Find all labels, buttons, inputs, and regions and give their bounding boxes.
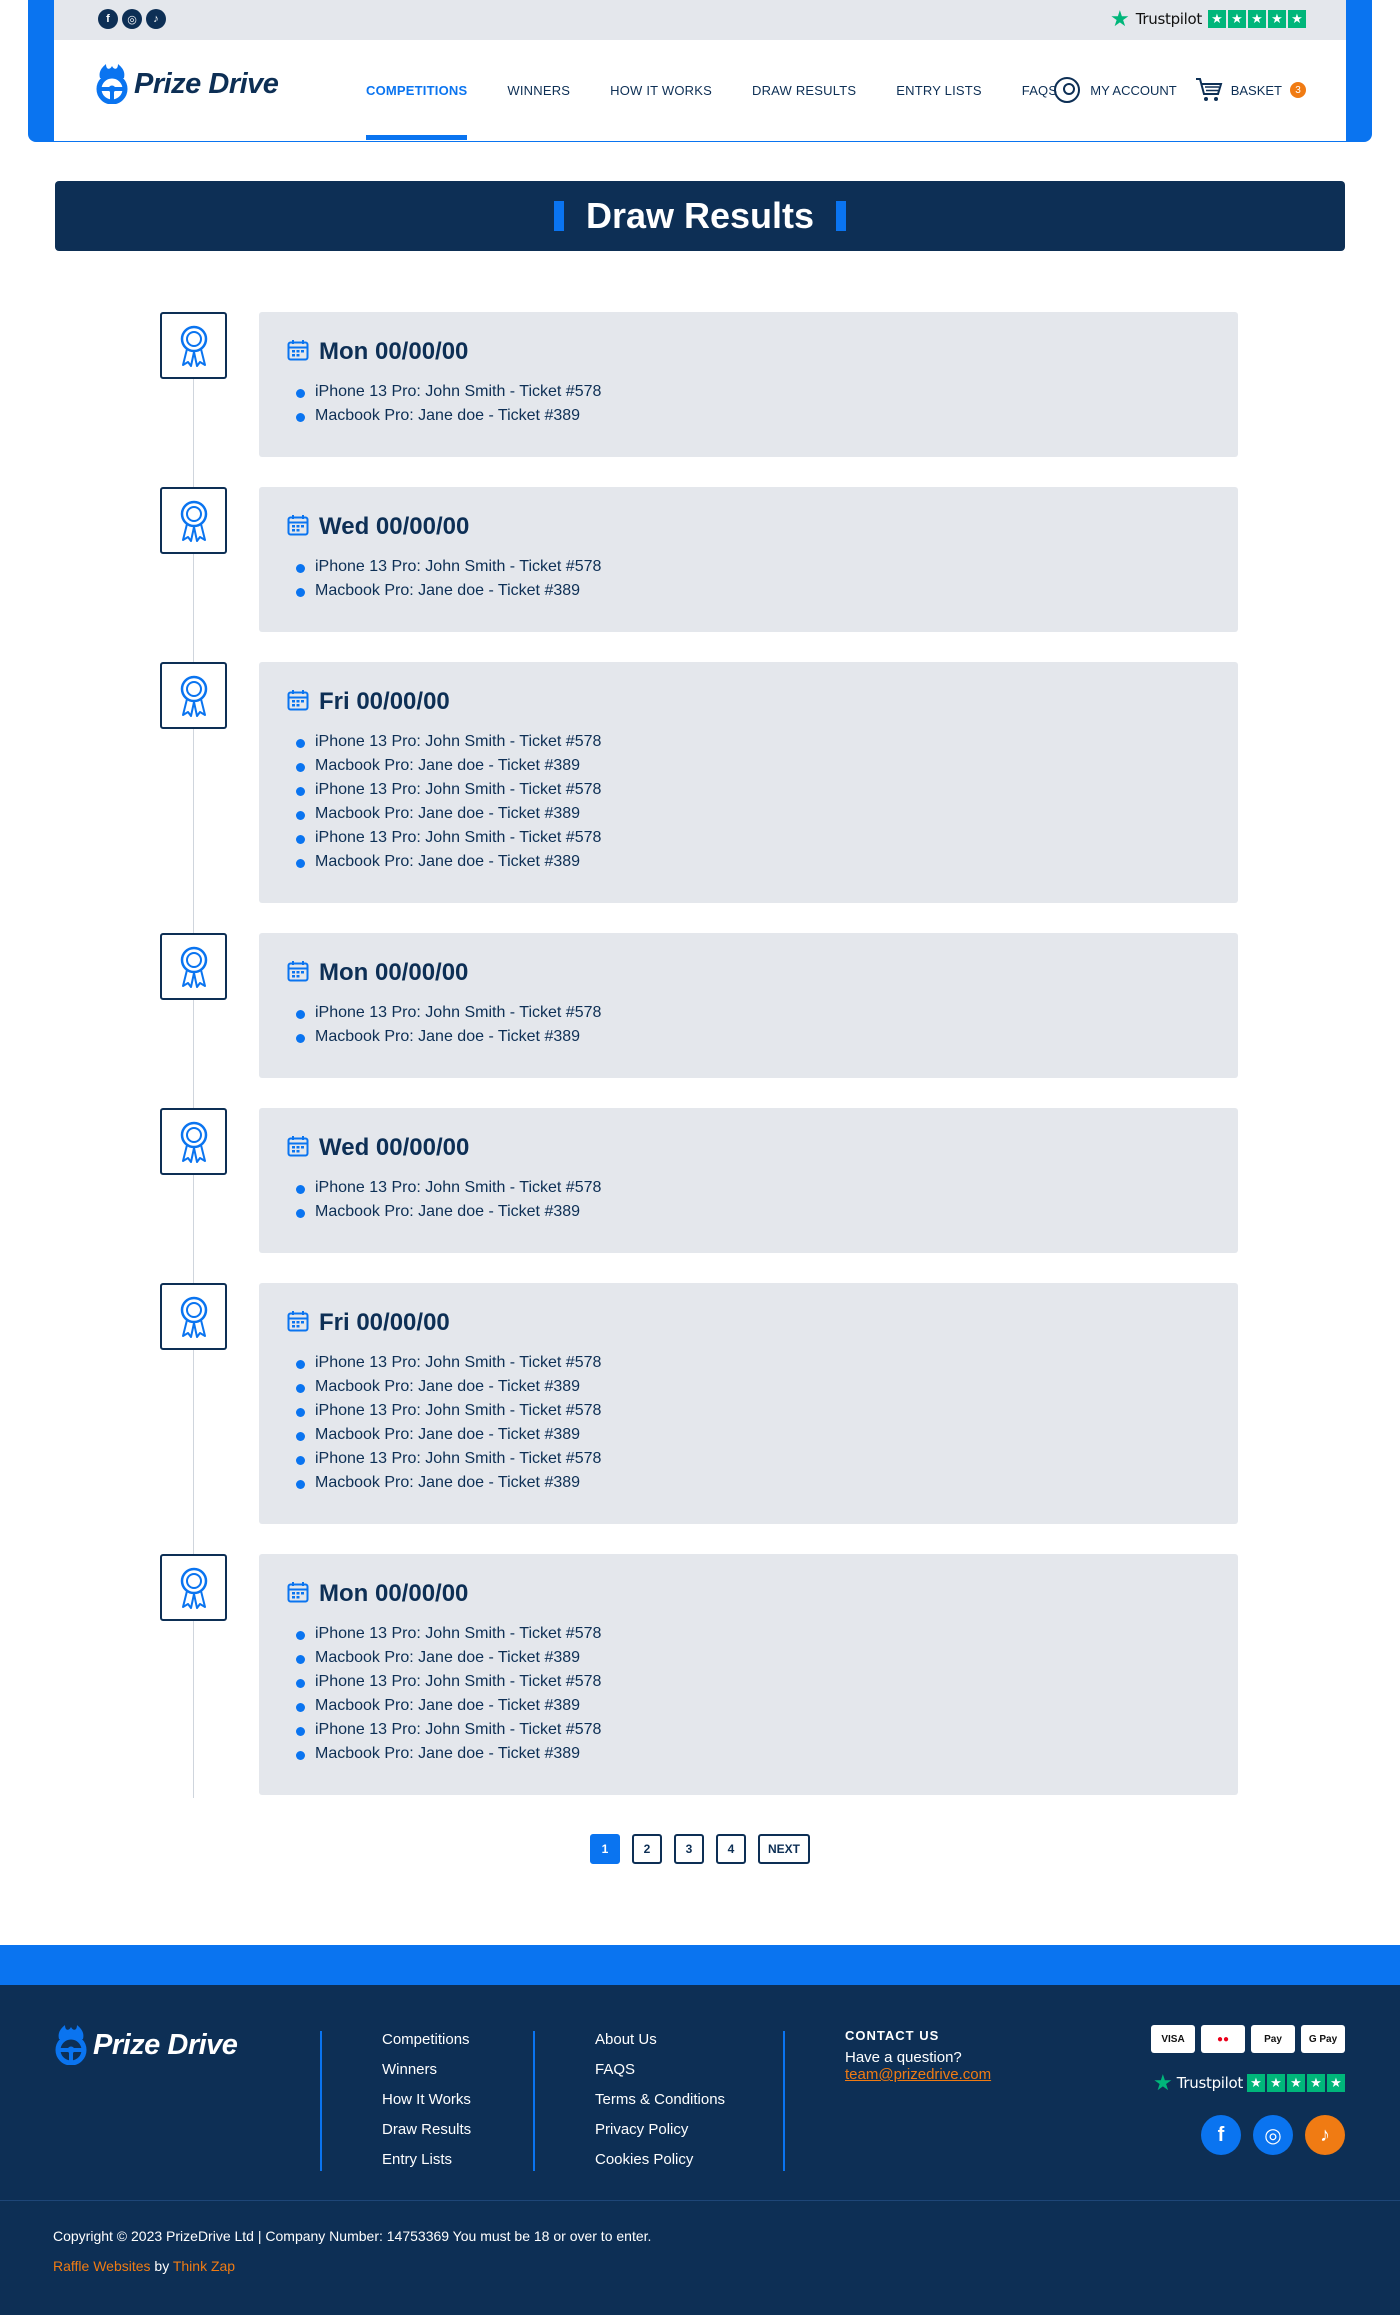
star-icon: ★ xyxy=(1267,2074,1285,2092)
draw-result-card xyxy=(259,312,1238,457)
copyright-text: Copyright © 2023 PrizeDrive Ltd | Company Number: 14753369 You must be 18 or over to enter. xyxy=(53,2228,652,2244)
calendar-icon xyxy=(287,514,309,541)
footer-divider xyxy=(533,2031,535,2171)
draw-date-header xyxy=(287,1580,1210,1608)
footer-link-how-it-works[interactable]: How It Works xyxy=(382,2091,471,2108)
site-logo[interactable] xyxy=(94,64,278,104)
footer-divider xyxy=(783,2031,785,2171)
winner-item: iPhone 13 Pro: John Smith - Ticket #578 xyxy=(295,1399,1210,1423)
winners-list xyxy=(287,555,1210,603)
winner-item: iPhone 13 Pro: John Smith - Ticket #578 xyxy=(295,1001,1210,1025)
draw-result-card xyxy=(259,1554,1238,1795)
award-ribbon-icon xyxy=(160,1554,227,1621)
star-icon: ★ xyxy=(1268,10,1286,28)
trustpilot-star-icon: ★ xyxy=(1110,6,1130,31)
winners-list xyxy=(287,1001,1210,1049)
credit-company-link[interactable]: Think Zap xyxy=(172,2258,236,2274)
draw-date: Fri 00/00/00 xyxy=(319,688,450,715)
nav-item-winners[interactable]: WINNERS xyxy=(507,82,571,98)
winner-item: Macbook Pro: Jane doe - Ticket #389 xyxy=(295,754,1210,778)
calendar-icon xyxy=(287,339,309,366)
footer-link-privacy[interactable]: Privacy Policy xyxy=(595,2121,689,2138)
footer-link-draw-results[interactable]: Draw Results xyxy=(382,2121,472,2138)
draw-result-card xyxy=(259,1108,1238,1253)
calendar-icon xyxy=(287,960,309,987)
main-navbar xyxy=(54,40,1346,140)
award-ribbon-icon xyxy=(160,662,227,729)
instagram-icon[interactable]: ◎ xyxy=(122,9,142,29)
winner-item: Macbook Pro: Jane doe - Ticket #389 xyxy=(295,1471,1210,1495)
page-1-button[interactable]: 1 xyxy=(590,1834,620,1864)
cart-icon xyxy=(1195,77,1223,103)
award-ribbon-icon xyxy=(160,1108,227,1175)
draw-date-header xyxy=(287,513,1210,541)
pagination xyxy=(0,1834,1400,1864)
footer-contact xyxy=(845,2028,991,2083)
winners-list xyxy=(287,1351,1210,1495)
facebook-icon[interactable]: f xyxy=(1201,2115,1241,2155)
winner-item: iPhone 13 Pro: John Smith - Ticket #578 xyxy=(295,826,1210,850)
winner-item: Macbook Pro: Jane doe - Ticket #389 xyxy=(295,1742,1210,1766)
next-page-button[interactable]: NEXT xyxy=(758,1834,810,1864)
page-4-button[interactable]: 4 xyxy=(716,1834,746,1864)
draw-date-header xyxy=(287,338,1210,366)
nav-menu xyxy=(346,40,1077,140)
award-ribbon-icon xyxy=(160,312,227,379)
star-icon: ★ xyxy=(1288,10,1306,28)
winner-item: iPhone 13 Pro: John Smith - Ticket #578 xyxy=(295,1447,1210,1471)
visa-icon: VISA xyxy=(1151,2025,1195,2053)
award-ribbon-icon xyxy=(160,487,227,554)
footer-links-col-1 xyxy=(382,2025,471,2175)
winner-item: Macbook Pro: Jane doe - Ticket #389 xyxy=(295,1200,1210,1224)
contact-question: Have a question? xyxy=(845,2049,962,2066)
credits xyxy=(53,2258,235,2274)
my-account-label: MY ACCOUNT xyxy=(1090,82,1177,98)
nav-item-how-it-works[interactable]: HOW IT WORKS xyxy=(610,82,712,98)
footer-separator xyxy=(0,2200,1400,2201)
winner-item: Macbook Pro: Jane doe - Ticket #389 xyxy=(295,404,1210,428)
instagram-icon[interactable]: ◎ xyxy=(1253,2115,1293,2155)
calendar-icon xyxy=(287,1135,309,1162)
winner-item: Macbook Pro: Jane doe - Ticket #389 xyxy=(295,1646,1210,1670)
draw-result-card xyxy=(259,662,1238,903)
footer-trustpilot-rating[interactable] xyxy=(1153,2070,1345,2095)
winner-item: iPhone 13 Pro: John Smith - Ticket #578 xyxy=(295,1351,1210,1375)
draw-date: Wed 00/00/00 xyxy=(319,1134,470,1161)
page-title-banner xyxy=(55,181,1345,251)
header-inner xyxy=(54,0,1346,141)
winner-item: Macbook Pro: Jane doe - Ticket #389 xyxy=(295,802,1210,826)
steering-wheel-logo-icon xyxy=(53,2025,89,2065)
draw-date: Mon 00/00/00 xyxy=(319,1580,469,1607)
google-pay-icon: G Pay xyxy=(1301,2025,1345,2053)
footer-link-terms[interactable]: Terms & Conditions xyxy=(595,2091,726,2108)
my-account-link[interactable] xyxy=(1054,77,1176,103)
winner-item: iPhone 13 Pro: John Smith - Ticket #578 xyxy=(295,1718,1210,1742)
winners-list xyxy=(287,1622,1210,1766)
contact-email-link[interactable]: team@prizedrive.com xyxy=(845,2066,992,2083)
mastercard-icon: ●● xyxy=(1201,2025,1245,2053)
basket-link[interactable] xyxy=(1195,77,1306,103)
footer-link-competitions[interactable]: Competitions xyxy=(382,2031,470,2048)
draw-result-card xyxy=(259,933,1238,1078)
top-bar xyxy=(54,0,1346,40)
basket-count-badge: 3 xyxy=(1290,82,1306,98)
trustpilot-star-icon: ★ xyxy=(1153,2070,1173,2095)
winner-item: iPhone 13 Pro: John Smith - Ticket #578 xyxy=(295,555,1210,579)
winner-item: iPhone 13 Pro: John Smith - Ticket #578 xyxy=(295,1670,1210,1694)
winner-item: iPhone 13 Pro: John Smith - Ticket #578 xyxy=(295,778,1210,802)
winner-item: iPhone 13 Pro: John Smith - Ticket #578 xyxy=(295,730,1210,754)
winners-list xyxy=(287,1176,1210,1224)
draw-date-header xyxy=(287,688,1210,716)
star-icon: ★ xyxy=(1327,2074,1345,2092)
trustpilot-rating[interactable] xyxy=(1110,6,1306,31)
footer-link-about-us[interactable]: About Us xyxy=(595,2031,657,2048)
apple-pay-icon: Pay xyxy=(1251,2025,1295,2053)
nav-item-competitions[interactable]: COMPETITIONS xyxy=(346,40,487,140)
facebook-icon[interactable]: f xyxy=(98,9,118,29)
site-header xyxy=(28,0,1372,142)
nav-item-entry-lists[interactable]: ENTRY LISTS xyxy=(896,82,982,98)
basket-label: BASKET xyxy=(1230,82,1282,98)
footer-link-entry-lists[interactable]: Entry Lists xyxy=(382,2151,453,2168)
star-icon: ★ xyxy=(1208,10,1226,28)
page-title: Draw Results xyxy=(585,195,815,236)
winner-item: Macbook Pro: Jane doe - Ticket #389 xyxy=(295,1423,1210,1447)
award-ribbon-icon xyxy=(160,1283,227,1350)
draw-result-card xyxy=(259,487,1238,632)
star-icon: ★ xyxy=(1307,2074,1325,2092)
nav-item-draw-results[interactable]: DRAW RESULTS xyxy=(751,82,857,98)
calendar-icon xyxy=(287,689,309,716)
footer-logo[interactable] xyxy=(53,2025,237,2065)
payment-methods xyxy=(1151,2025,1345,2053)
winner-item: iPhone 13 Pro: John Smith - Ticket #578 xyxy=(295,380,1210,404)
banner-accent-left xyxy=(554,201,564,231)
draw-date: Wed 00/00/00 xyxy=(319,513,470,540)
draw-date: Fri 00/00/00 xyxy=(319,1309,450,1336)
footer-divider xyxy=(320,2031,322,2171)
calendar-icon xyxy=(287,1310,309,1337)
draw-date: Mon 00/00/00 xyxy=(319,959,469,986)
nav-item-faqs[interactable]: FAQS xyxy=(1021,82,1058,98)
draw-date-header xyxy=(287,1134,1210,1162)
footer-link-winners[interactable]: Winners xyxy=(382,2061,438,2078)
user-icon xyxy=(1054,77,1080,103)
nav-actions xyxy=(1054,40,1306,140)
page-3-button[interactable]: 3 xyxy=(674,1834,704,1864)
winner-item: Macbook Pro: Jane doe - Ticket #389 xyxy=(295,1375,1210,1399)
star-icon: ★ xyxy=(1287,2074,1305,2092)
winner-item: iPhone 13 Pro: John Smith - Ticket #578 xyxy=(295,1176,1210,1200)
credit-by: by xyxy=(150,2258,173,2274)
footer-logo-wordmark: Prize Drive xyxy=(93,2028,238,2061)
draw-date-header xyxy=(287,1309,1210,1337)
winners-list xyxy=(287,380,1210,428)
top-social-links xyxy=(98,9,166,29)
footer-social-links xyxy=(1201,2115,1345,2155)
award-ribbon-icon xyxy=(160,933,227,1000)
winners-list xyxy=(287,730,1210,874)
calendar-icon xyxy=(287,1581,309,1608)
draw-date: Mon 00/00/00 xyxy=(319,338,469,365)
footer-link-cookies[interactable]: Cookies Policy xyxy=(595,2151,694,2168)
winner-item: Macbook Pro: Jane doe - Ticket #389 xyxy=(295,579,1210,603)
footer-link-faqs[interactable]: FAQS xyxy=(595,2061,636,2078)
star-icon: ★ xyxy=(1248,10,1266,28)
star-icon: ★ xyxy=(1247,2074,1265,2092)
winner-item: Macbook Pro: Jane doe - Ticket #389 xyxy=(295,1694,1210,1718)
winner-item: Macbook Pro: Jane doe - Ticket #389 xyxy=(295,850,1210,874)
trustpilot-label: Trustpilot xyxy=(1176,2074,1243,2092)
star-icon: ★ xyxy=(1228,10,1246,28)
contact-title: CONTACT US xyxy=(845,2028,940,2043)
steering-wheel-logo-icon xyxy=(94,64,130,104)
credit-link[interactable]: Raffle Websites xyxy=(53,2258,151,2274)
trustpilot-label: Trustpilot xyxy=(1135,10,1202,28)
draw-result-card xyxy=(259,1283,1238,1524)
footer-stripe xyxy=(0,1945,1400,1985)
logo-wordmark: Prize Drive xyxy=(134,67,279,100)
tiktok-icon[interactable]: ♪ xyxy=(146,9,166,29)
winner-item: Macbook Pro: Jane doe - Ticket #389 xyxy=(295,1025,1210,1049)
footer-links-col-2 xyxy=(595,2025,725,2175)
draw-date-header xyxy=(287,959,1210,987)
trustpilot-stars xyxy=(1247,2074,1345,2092)
banner-accent-right xyxy=(836,201,846,231)
page-2-button[interactable]: 2 xyxy=(632,1834,662,1864)
tiktok-icon[interactable]: ♪ xyxy=(1305,2115,1345,2155)
site-footer xyxy=(0,1985,1400,2315)
winner-item: iPhone 13 Pro: John Smith - Ticket #578 xyxy=(295,1622,1210,1646)
trustpilot-stars xyxy=(1208,10,1306,28)
